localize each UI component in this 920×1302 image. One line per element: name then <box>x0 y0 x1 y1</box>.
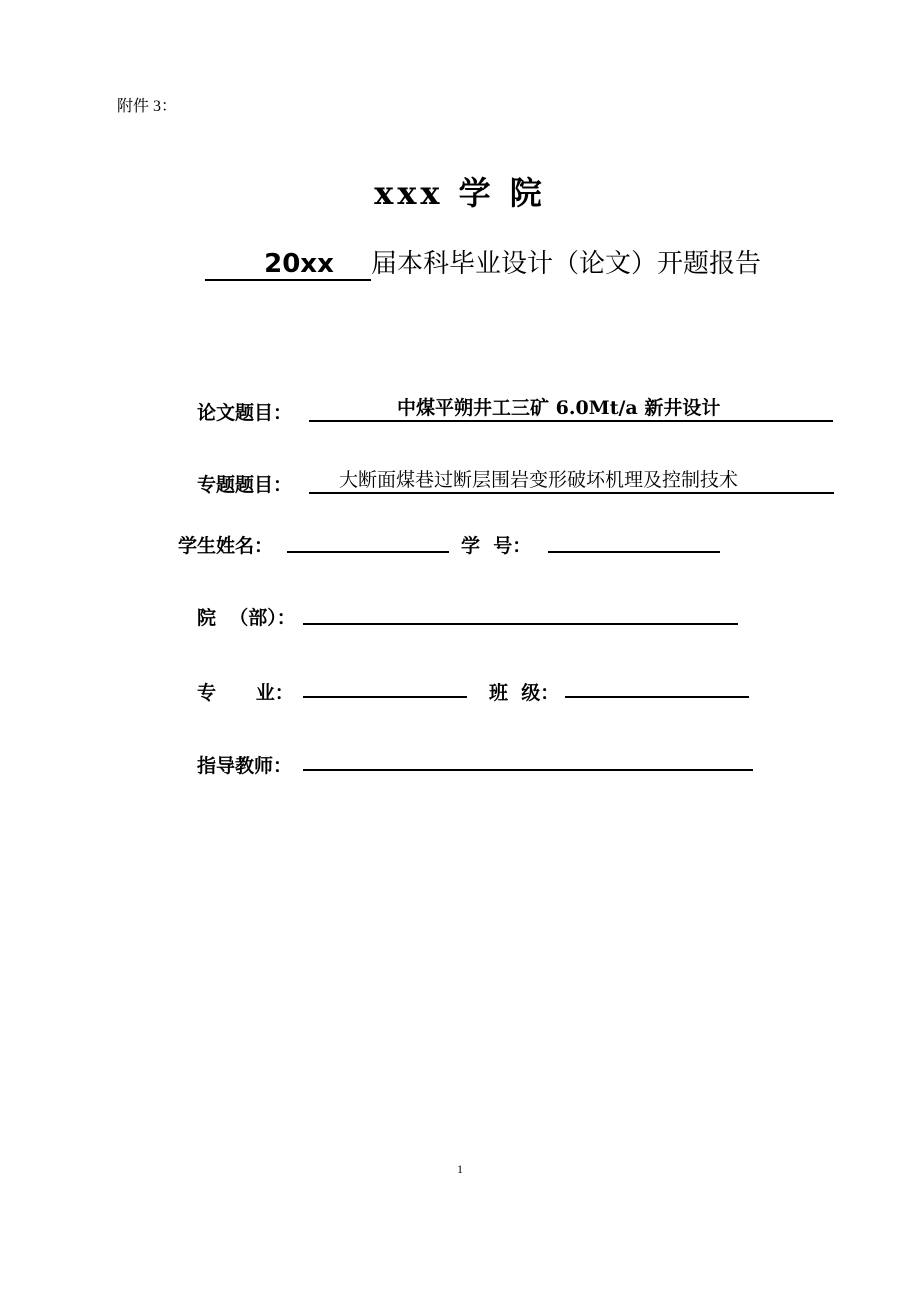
thesis-title-value: 中煤平朔井工三矿 6.0Mt/a 新井设计 <box>397 397 721 419</box>
major-label: 专 业： <box>197 682 294 704</box>
advisor-field[interactable] <box>303 745 753 771</box>
class-label: 班 级： <box>489 682 560 704</box>
report-title-text: 届本科毕业设计（论文）开题报告 <box>371 249 762 279</box>
advisor-label: 指导教师： <box>197 755 293 777</box>
topic-title-field[interactable] <box>309 468 834 494</box>
class-field[interactable] <box>565 672 749 698</box>
school-name: xxx 学 院 <box>374 174 546 212</box>
topic-title-value: 大断面煤巷过断层围岩变形破坏机理及控制技术 <box>339 469 739 491</box>
thesis-title-label: 论文题目： <box>197 402 293 424</box>
graduation-year: 20xx <box>205 249 371 281</box>
page-number: 1 <box>457 1162 463 1176</box>
attachment-label: 附件 3： <box>117 98 178 115</box>
student-id-field[interactable] <box>548 527 720 553</box>
department-field[interactable] <box>303 599 738 625</box>
student-name-label: 学生姓名： <box>178 535 274 557</box>
major-field[interactable] <box>303 672 467 698</box>
thesis-title-field[interactable] <box>309 396 833 422</box>
student-name-field[interactable] <box>287 527 449 553</box>
department-label: 院 （部）： <box>197 607 296 629</box>
report-title <box>205 243 761 281</box>
student-id-label: 学 号： <box>461 535 532 557</box>
topic-title-label: 专题题目： <box>197 474 293 496</box>
